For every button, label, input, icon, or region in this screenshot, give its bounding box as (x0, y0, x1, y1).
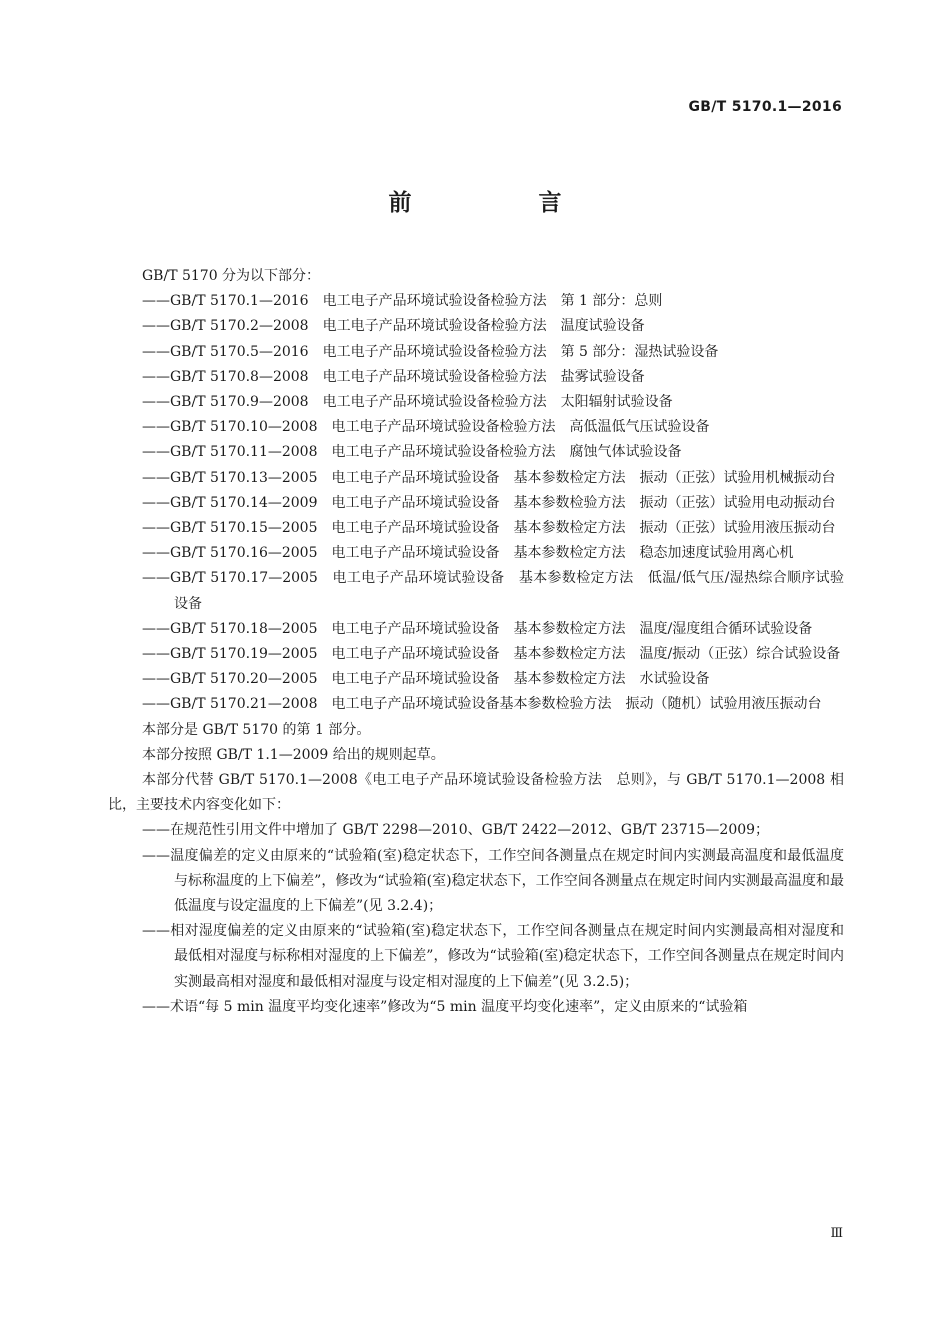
page-title: 前 言 (388, 190, 614, 216)
list-item: ——GB/T 5170.18—2005 电工电子产品环境试验设备 基本参数检定方法 温度/湿度组合循环试验设备 (142, 620, 813, 637)
list-item: ——GB/T 5170.19—2005 电工电子产品环境试验设备 基本参数检定方法 温度/振动（正弦）综合试验设备 (142, 646, 841, 663)
list-item: ——GB/T 5170.11—2008 电工电子产品环境试验设备检验方法 腐蚀气体试验设备 (142, 444, 682, 461)
change-item: ——温度偏差的定义由原来的“试验箱(室)稳定状态下，工作空间各测量点在规定时间内实测最高温度和最低温度与标称温度的上下偏差”，修改为“试验箱(室)稳定状态下，工作空间各测量点在规定时间内实测最高温度和最低温度与设定温度的上下偏差”(见 3.2.4)； (142, 847, 844, 915)
list-item: ——GB/T 5170.13—2005 电工电子产品环境试验设备 基本参数检定方法 振动（正弦）试验用机械振动台 (142, 469, 836, 486)
list-item: ——GB/T 5170.10—2008 电工电子产品环境试验设备检验方法 高低温低气压试验设备 (142, 419, 710, 436)
list-item: ——GB/T 5170.20—2005 电工电子产品环境试验设备 基本参数检定方法 水试验设备 (142, 671, 710, 688)
change-item: ——术语“每 5 min 温度平均变化速率”修改为“5 min 温度平均变化速率”，定义由原来的“试验箱 (142, 998, 748, 1015)
list-item: ——GB/T 5170.21—2008 电工电子产品环境试验设备基本参数检验方法 振动（随机）试验用液压振动台 (142, 696, 822, 713)
list-item: ——GB/T 5170.17—2005 电工电子产品环境试验设备 基本参数检定方法 低温/低气压/湿热综合顺序试验设备 (142, 570, 844, 612)
standard-code: GB/T 5170.1—2016 (688, 99, 842, 115)
change-item: ——在规范性引用文件中增加了 GB/T 2298—2010、GB/T 2422—2012、GB/T 23715—2009； (142, 822, 770, 839)
changes-list (108, 818, 844, 1020)
page-number: Ⅲ (830, 1226, 842, 1241)
list-item: ——GB/T 5170.1—2016 电工电子产品环境试验设备检验方法 第 1 部分：总则 (142, 293, 663, 310)
parts-intro: GB/T 5170 分为以下部分： (142, 268, 321, 284)
list-item: ——GB/T 5170.8—2008 电工电子产品环境试验设备检验方法 盐雾试验设备 (142, 368, 645, 385)
list-item: ——GB/T 5170.9—2008 电工电子产品环境试验设备检验方法 太阳辐射试验设备 (142, 394, 673, 411)
list-item: ——GB/T 5170.14—2009 电工电子产品环境试验设备 基本参数检验方法 振动（正弦）试验用电动振动台 (142, 494, 836, 511)
list-item: ——GB/T 5170.2—2008 电工电子产品环境试验设备检验方法 温度试验设备 (142, 318, 645, 335)
list-item: ——GB/T 5170.16—2005 电工电子产品环境试验设备 基本参数检定方法 稳态加速度试验用离心机 (142, 545, 794, 562)
change-item: ——相对湿度偏差的定义由原来的“试验箱(室)稳定状态下，工作空间各测量点在规定时间内实测最高相对湿度和最低相对湿度与标称相对湿度的上下偏差”，修改为“试验箱(室)稳定状态下，工作空间各测量点在规定时间内实测最高相对湿度和最低相对湿度与设定相对湿度的上下偏差”(见 3.2.5)； (142, 923, 844, 990)
list-item: ——GB/T 5170.15—2005 电工电子产品环境试验设备 基本参数检定方法 振动（正弦）试验用液压振动台 (142, 520, 836, 537)
list-item: ——GB/T 5170.5—2016 电工电子产品环境试验设备检验方法 第 5 部分：湿热试验设备 (142, 343, 719, 360)
parts-list (108, 289, 844, 717)
statement-part-number: 本部分是 GB/T 5170 的第 1 部分。 (142, 721, 371, 738)
statement-drafting-rules: 本部分按照 GB/T 1.1—2009 给出的规则起草。 (142, 746, 445, 763)
preface-body (108, 264, 844, 1020)
statement-replaces: 本部分代替 GB/T 5170.1—2008《电工电子产品环境试验设备检验方法 总则》，与 GB/T 5170.1—2008 相比，主要技术内容变化如下： (108, 772, 844, 814)
